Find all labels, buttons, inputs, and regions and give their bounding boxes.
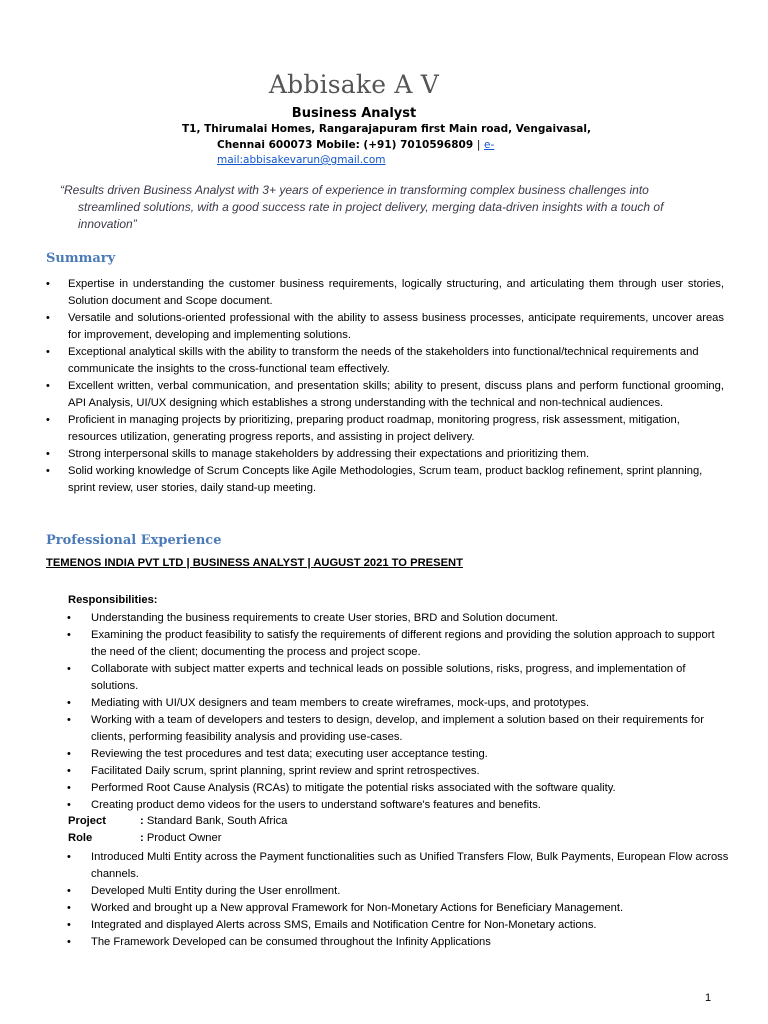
responsibilities-list	[91, 610, 731, 814]
responsibility-item: • Mediating with UI/UX designers and team members to create wireframes, mock-ups, and prototypes.	[91, 695, 731, 712]
responsibility-item: • Performed Root Cause Analysis (RCAs) to mitigate the potential risks associated with the software quality.	[91, 780, 731, 797]
experience-heading: Professional Experience	[46, 533, 222, 548]
summary-item: • Proficient in managing projects by prioritizing, preparing product roadmap, monitoring progress, risk assessment, mitigation, resources utilization, generating progress reports, and assisting in project delivery.	[68, 412, 724, 446]
project-value: Standard Bank, South Africa	[146, 815, 288, 827]
project-row	[68, 815, 287, 827]
summary-item: • Solid working knowledge of Scrum Concepts like Agile Methodologies, Scrum team, product backlog refinement, sprint planning, sprint review, user stories, daily stand-up meeting.	[68, 463, 724, 497]
project-item: • Worked and brought up a New approval Framework for Non-Monetary Actions for Beneficiary Management.	[91, 900, 731, 917]
summary-item: • Expertise in understanding the customer business requirements, logically structuring, and articulating them through user stories, Solution document and Scope document.	[68, 276, 724, 310]
quote-line-3: innovation”	[78, 217, 137, 231]
company-line: TEMENOS INDIA PVT LTD | BUSINESS ANALYST | AUGUST 2021 TO PRESENT	[46, 557, 463, 569]
responsibility-item: • Collaborate with subject matter experts and technical leads on possible solutions, risks, progress, and implementation of solutions.	[91, 661, 731, 695]
project-label: Project	[68, 815, 106, 827]
summary-item: • Versatile and solutions-oriented professional with the ability to assess business processes, anticipate requirements, uncover areas for improvement, developing and implementing solutions.	[68, 310, 724, 344]
address-line-3	[217, 154, 386, 166]
page-number: 1	[705, 992, 712, 1004]
role-value: Product Owner	[146, 832, 222, 844]
project-item: • The Framework Developed can be consumed throughout the Infinity Applications	[91, 934, 731, 951]
summary-item: • Exceptional analytical skills with the ability to transform the needs of the stakeholders into functional/technical requirements and communicate the insights to the cross-functional team effectively.	[68, 344, 724, 378]
summary-heading: Summary	[46, 251, 116, 266]
candidate-name: Abbisake A V	[268, 70, 440, 99]
role-row	[68, 832, 221, 844]
responsibility-item: • Understanding the business requirements to create User stories, BRD and Solution document.	[91, 610, 731, 627]
project-item: • Developed Multi Entity during the User enrollment.	[91, 883, 731, 900]
responsibility-item: • Reviewing the test procedures and test data; executing user acceptance testing.	[91, 746, 731, 763]
role-colon: :	[140, 832, 144, 844]
responsibility-item: • Facilitated Daily scrum, sprint planning, sprint review and sprint retrospectives.	[91, 763, 731, 780]
quote-line-2: streamlined solutions, with a good success rate in project delivery, merging data-driven insights with a touch of	[78, 200, 664, 214]
contact-separator: |	[476, 139, 481, 151]
role-label: Role	[68, 832, 93, 844]
candidate-title: Business Analyst	[291, 106, 417, 121]
responsibility-item: • Creating product demo videos for the users to understand software's features and benefits.	[91, 797, 731, 814]
project-items-list	[91, 849, 731, 951]
project-colon: :	[140, 815, 144, 827]
responsibility-item: • Examining the product feasibility to satisfy the requirements of different regions and providing the solution approach to support the need of the client; documenting the process and project scope.	[91, 627, 731, 661]
email-link[interactable]: mail:abbisakevarun@gmail.com	[217, 154, 386, 166]
address-phone: Chennai 600073 Mobile: (+91) 7010596809	[217, 139, 474, 151]
email-link-part1[interactable]: e-	[484, 139, 495, 151]
quote-line-1: “Results driven Business Analyst with 3+ years of experience in transforming complex business challenges into	[60, 183, 649, 197]
project-item: • Integrated and displayed Alerts across SMS, Emails and Notification Centre for Non-Monetary actions.	[91, 917, 731, 934]
project-item: • Introduced Multi Entity across the Payment functionalities such as Unified Transfers Flow, Bulk Payments, European Flow across channels.	[91, 849, 731, 883]
responsibility-item: • Working with a team of developers and testers to design, develop, and implement a solution based on their requirements for clients, performing feasibility analysis and providing use-cases.	[91, 712, 731, 746]
address-line-1: T1, Thirumalai Homes, Rangarajapuram first Main road, Vengaivasal,	[182, 123, 591, 135]
summary-list	[68, 276, 724, 497]
profile-quote	[60, 182, 700, 233]
summary-item: • Excellent written, verbal communication, and presentation skills; ability to present, discuss plans and perform functional grooming, API Analysis, UI/UX designing which establishes a strong understanding with the technical and non-technical audiences.	[68, 378, 724, 412]
summary-item: • Strong interpersonal skills to manage stakeholders by addressing their expectations and prioritizing them.	[68, 446, 724, 463]
address-line-2	[217, 139, 494, 151]
responsibilities-heading: Responsibilities:	[68, 594, 158, 606]
